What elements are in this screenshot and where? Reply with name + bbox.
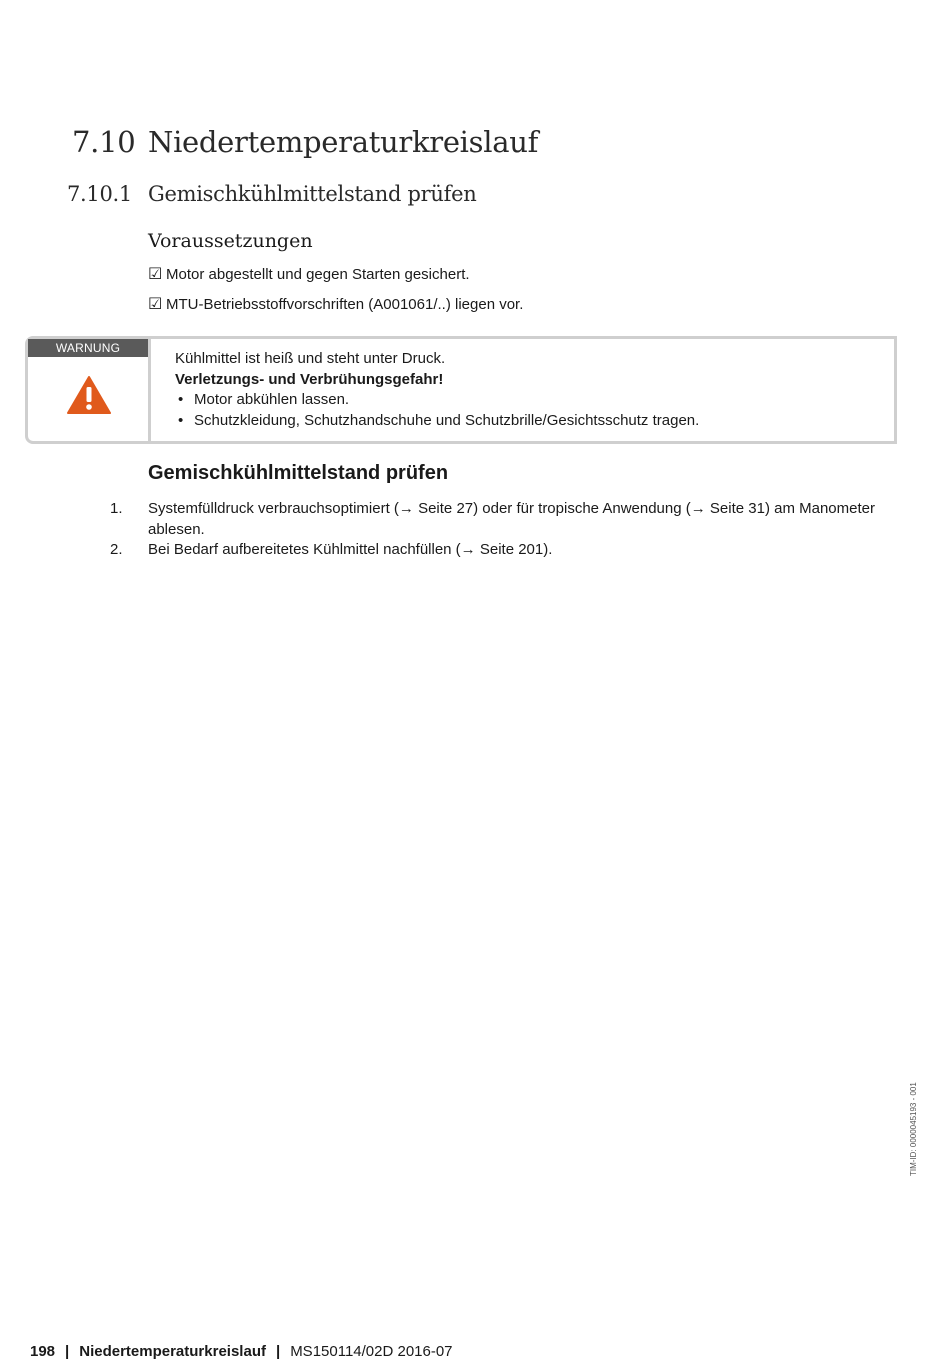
step-number: 1. [110, 500, 123, 517]
page-number: 198 [30, 1343, 56, 1360]
subsection-number: 7.10.1 [67, 182, 132, 206]
warning-divider [148, 339, 151, 441]
tim-id: TIM-ID: 0000045193 - 001 [909, 1082, 918, 1176]
prerequisite-item [148, 266, 470, 283]
footer-document: MS150114/02D 2016-07 [290, 1343, 453, 1360]
procedure-heading: Gemischkühlmittelstand prüfen [148, 462, 449, 484]
warning-label: WARNUNG [28, 339, 148, 357]
warning-measures [175, 390, 699, 431]
prerequisites-heading: Voraussetzungen [148, 230, 313, 252]
warning-triangle-icon [67, 375, 111, 420]
subsection-title: Gemischkühlmittelstand prüfen [148, 182, 477, 206]
checked-box-icon: ☑ [148, 295, 163, 313]
warning-text [175, 349, 699, 431]
footer-chapter: Niedertemperaturkreislauf [79, 1343, 266, 1360]
warning-hazard: Kühlmittel ist heiß und steht unter Druck. [175, 350, 446, 367]
prerequisite-item [148, 296, 523, 313]
section-number: 7.10 [72, 125, 136, 159]
page-footer: 198 | Niedertemperaturkreislauf | MS150114/02D 2016-07 [30, 1343, 453, 1360]
warning-consequence: Verletzungs- und Verbrühungsgefahr! [175, 370, 444, 388]
warning-box [25, 336, 897, 444]
prerequisite-text: MTU-Betriebsstoffvorschriften (A001061/..) liegen vor. [166, 296, 524, 313]
section-title: Niedertemperaturkreislauf [148, 125, 539, 159]
step-text: Bei Bedarf aufbereitetes Kühlmittel nachfüllen (→ Seite 201). [148, 541, 553, 558]
step-text: Systemfülldruck verbrauchsoptimiert (→ Seite 27) oder für tropische Anwendung (→ Seite 31) am Manometer ablesen. [148, 500, 875, 538]
prerequisite-text: Motor abgestellt und gegen Starten gesichert. [166, 266, 470, 283]
checked-box-icon: ☑ [148, 265, 163, 283]
warning-measure: • Schutzkleidung, Schutzhandschuhe und Schutzbrille/Gesichtsschutz tragen. [175, 411, 699, 432]
warning-measure: • Motor abkühlen lassen. [175, 390, 699, 411]
step-number: 2. [110, 541, 123, 558]
